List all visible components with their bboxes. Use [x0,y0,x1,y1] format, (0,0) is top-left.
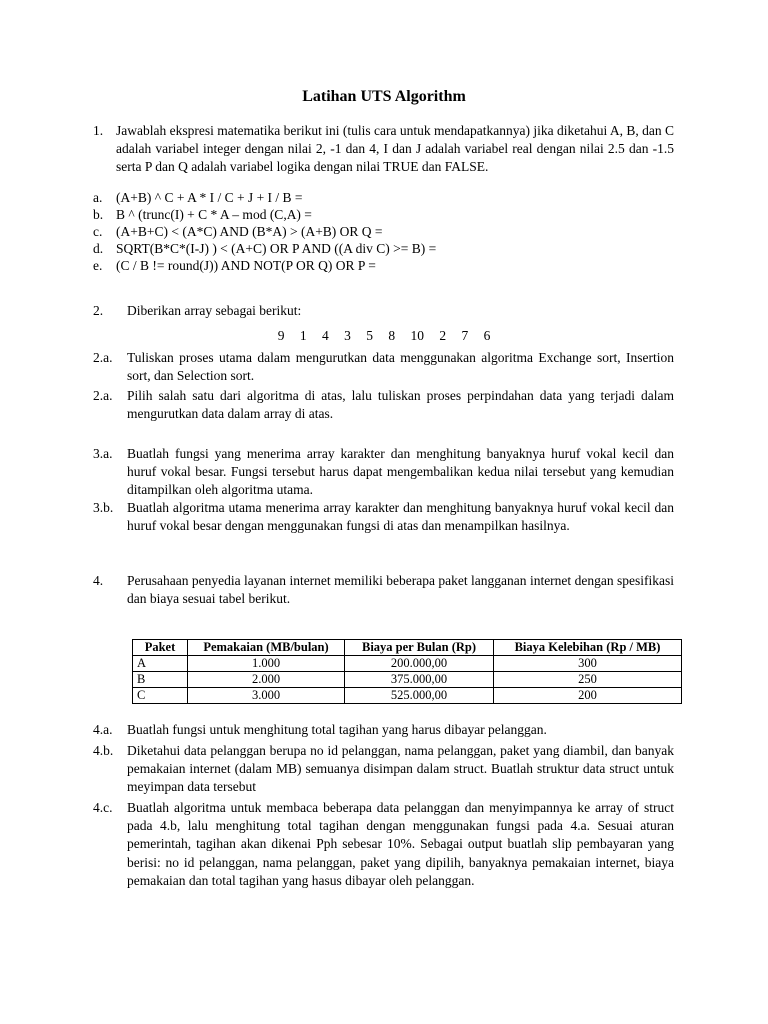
table-header: Paket [133,640,188,656]
q3b-text: Buatlah algoritma utama menerima array karakter dan menghitung banyaknya huruf vokal kecil dan huruf vokal besar dengan menggunakan fungsi di atas dan menampilkan hasilnya. [127,500,674,534]
array-values [0,328,768,344]
table-cell: 3.000 [188,688,345,704]
package-table [132,639,682,704]
array-value: 10 [410,328,424,343]
table-cell: 250 [494,672,682,688]
table-cell: A [133,656,188,672]
table-header: Biaya Kelebihan (Rp / MB) [494,640,682,656]
table-row [133,672,682,688]
table-cell: 200 [494,688,682,704]
table-cell: 300 [494,656,682,672]
table-cell: 375.000,00 [345,672,494,688]
q1-item-c-text: (A+B+C) < (A*C) AND (B*A) > (A+B) OR Q = [116,224,383,239]
q1-number: 1. [93,123,104,138]
array-value: 8 [388,328,396,343]
table-cell: 525.000,00 [345,688,494,704]
q2a2-number: 2.a. [93,388,113,403]
q4c-number: 4.c. [93,800,113,815]
q3b-number: 3.b. [93,500,114,515]
q4-number: 4. [93,573,104,588]
table-cell: 2.000 [188,672,345,688]
q4-text: Perusahaan penyedia layanan internet memiliki beberapa paket langganan internet dengan spesifikasi dan biaya sesuai tabel berikut. [127,573,674,607]
q2-text: Diberikan array sebagai berikut: [127,303,302,318]
q2a2-text: Pilih salah satu dari algoritma di atas, lalu tuliskan proses perpindahan data yang terjadi dalam mengurutkan data dalam array di atas. [127,388,674,422]
q3a-text: Buatlah fungsi yang menerima array karakter dan menghitung banyaknya huruf vokal kecil dan huruf vokal besar. Fungsi tersebut harus dapat mengembalikan kedua nilai tersebut yang kemudian ditampilkan oleh algoritma utama. [127,446,674,498]
q2a1-number: 2.a. [93,350,113,365]
q1-item-a-text: (A+B) ^ C + A * I / C + J + I / B = [116,190,303,205]
table-row [133,688,682,704]
page-title: Latihan UTS Algorithm [302,88,466,105]
array-value: 6 [483,328,491,343]
q1-item-d-label: d. [93,241,104,256]
q1-item-e-label: e. [93,258,103,273]
table-cell: 200.000,00 [345,656,494,672]
q3a-number: 3.a. [93,446,113,461]
array-value: 9 [277,328,285,343]
q4c-text: Buatlah algoritma untuk membaca beberapa data pelanggan dan menyimpannya ke array of struct pada 4.b, lalu menghitung total tagihan dengan menggunakan fungsi pada 4.a. Sesuai aturan pemerintah, tagihan akan dikenai Pph sebesar 10%. Sebagai output buatlah slip pembayaran yang berisi: no id pelanggan, nama pelanggan, paket yang dipilih, banyaknya pemakaian internet, biaya pemakaian dan total tagihan yang hasus dibayar oleh pelanggan. [127,800,674,888]
q1-item-a-label: a. [93,190,103,205]
table-header-row [133,640,682,656]
array-value: 3 [344,328,351,343]
q4b-text: Diketahui data pelanggan berupa no id pelanggan, nama pelanggan, paket yang diambil, dan banyak pemakaian internet (dalam MB) semuanya disimpan dalam struct. Buatlah struktur data struct untuk meyimpan data tersebut [127,743,674,795]
array-value: 4 [321,328,329,343]
q1-item-e-text: (C / B != round(J)) AND NOT(P OR Q) OR P = [116,258,376,273]
q2a1-text: Tuliskan proses utama dalam mengurutkan data menggunakan algoritma Exchange sort, Insertion sort, dan Selection sort. [127,350,674,384]
q1-item-b-label: b. [93,207,104,222]
table-row [133,656,682,672]
array-value: 1 [299,328,307,343]
q1-item-d-text: SQRT(B*C*(I-J) ) < (A+C) OR P AND ((A div C) >= B) = [116,241,437,256]
q2-number: 2. [93,303,104,318]
q4a-number: 4.a. [93,722,113,737]
table-header: Pemakaian (MB/bulan) [188,640,345,656]
table-header: Biaya per Bulan (Rp) [345,640,494,656]
q1-item-c-label: c. [93,224,103,239]
table-cell: 1.000 [188,656,345,672]
q1-text: Jawablah ekspresi matematika berikut ini (tulis cara untuk mendapatkannya) jika diketahui A, B, dan C adalah variabel integer dengan nilai 2, -1 dan 4, I dan J adalah variabel real dengan nilai 2.5 dan -1.5 serta P dan Q adalah variabel logika dengan nilai TRUE dan FALSE. [116,123,674,175]
array-value: 7 [461,328,469,343]
q4a-text: Buatlah fungsi untuk menghitung total tagihan yang harus dibayar pelanggan. [127,722,547,737]
q1-item-b-text: B ^ (trunc(I) + C * A – mod (C,A) = [116,207,312,222]
q4b-number: 4.b. [93,743,114,758]
array-value: 2 [439,328,447,343]
table-cell: B [133,672,188,688]
array-value: 5 [366,328,373,343]
table-cell: C [133,688,188,704]
